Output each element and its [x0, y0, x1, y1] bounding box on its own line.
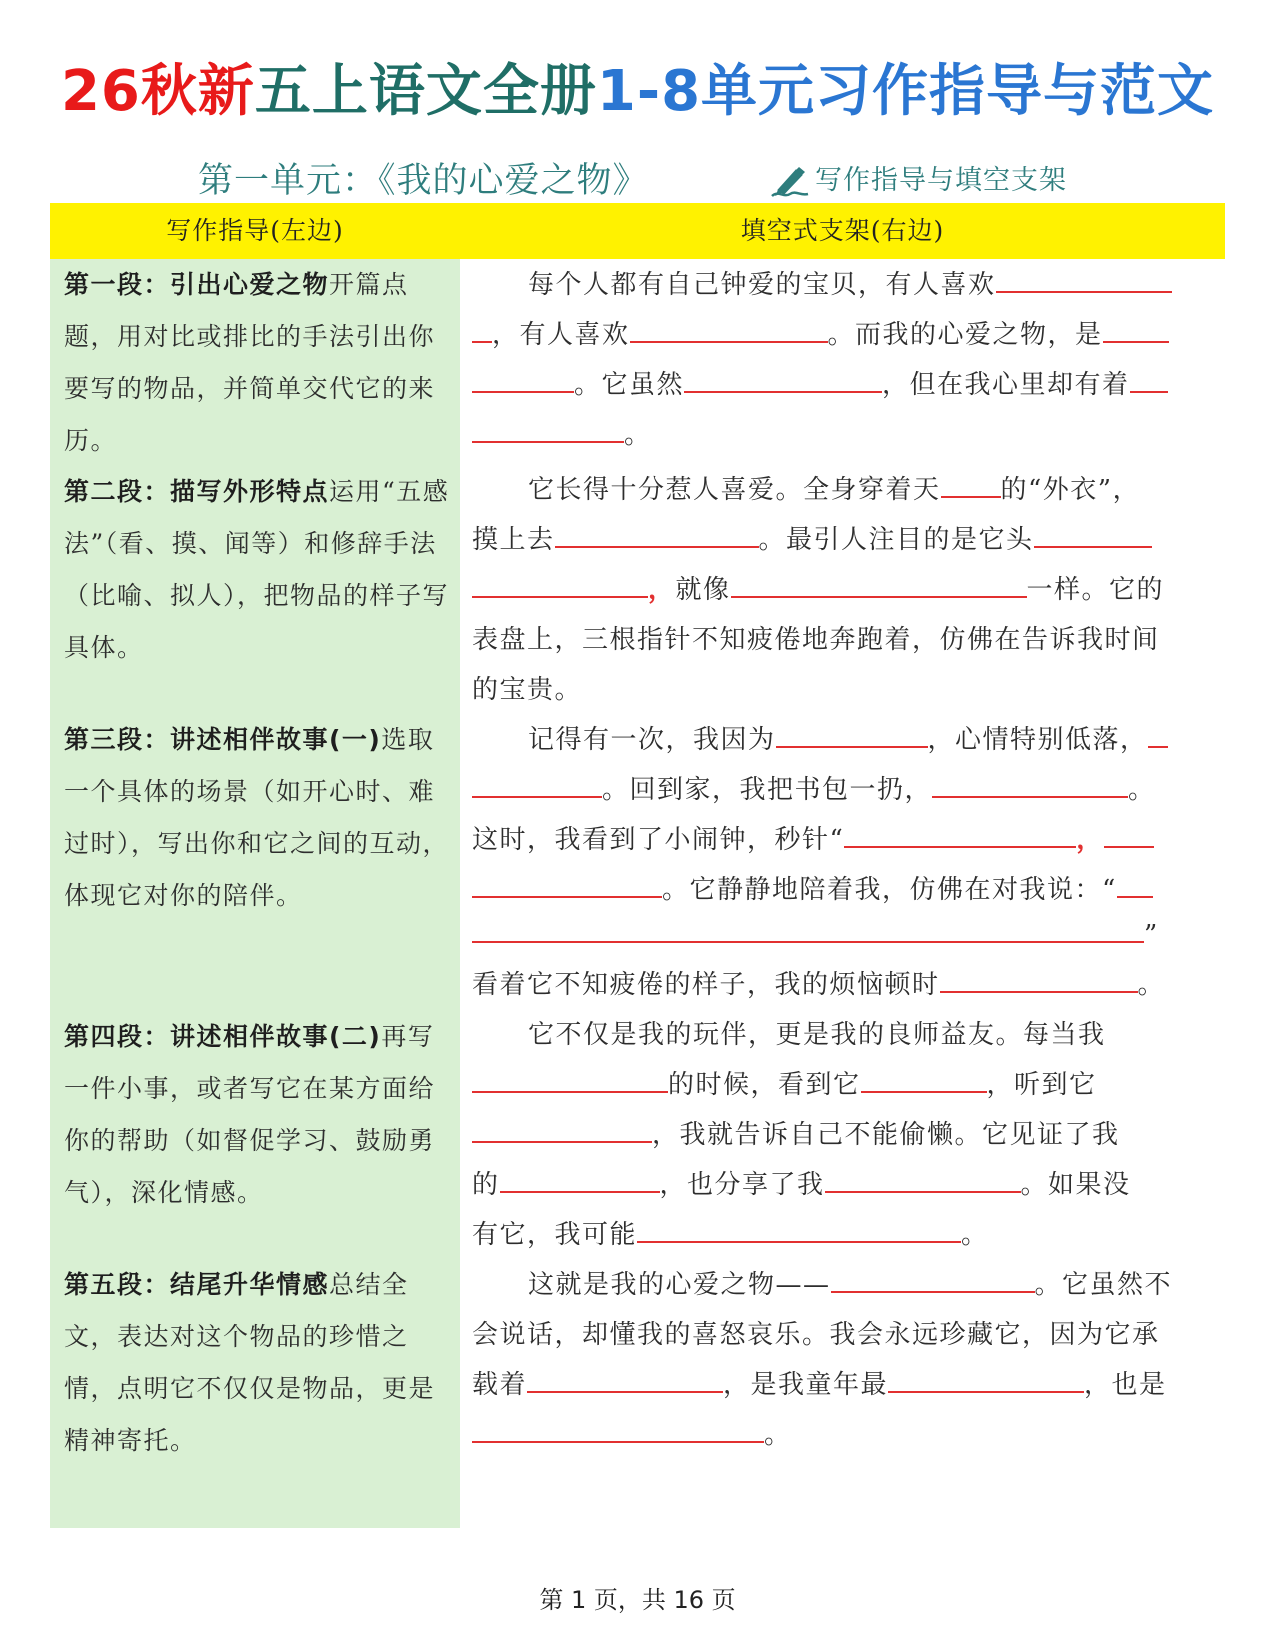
fill-blank[interactable] — [637, 1211, 961, 1243]
left-column-header: 写作指导(左边) — [166, 216, 344, 245]
fill-blank[interactable] — [731, 566, 1027, 598]
scaffold-line — [472, 959, 1165, 1011]
fill-blank[interactable] — [630, 311, 828, 343]
fill-blank[interactable] — [472, 1061, 668, 1093]
scaffold-text: 的时候，看到它 — [668, 1070, 861, 1100]
guide-paragraph-1 — [64, 259, 452, 467]
scaffold-text: 这时，我看到了小闹钟，秒针“ — [472, 825, 845, 855]
scaffold-text: 它长得十分惹人喜爱。全身穿着天 — [528, 475, 941, 505]
scaffold-line — [472, 909, 1159, 961]
pen-writing-icon — [770, 164, 810, 198]
scaffold-line — [528, 464, 1140, 516]
fill-blank[interactable] — [932, 766, 1128, 798]
scaffold-text: 看着它不知疲倦的样子，我的烦恼顿时 — [472, 970, 940, 1000]
scaffold-line — [472, 614, 1160, 666]
scaffold-text: 。它虽然 — [574, 370, 685, 400]
scaffold-text: 。最引人注目的是它头 — [758, 525, 1034, 555]
scaffold-text: ，心情特别低落， — [927, 725, 1148, 755]
guide-paragraph-2 — [64, 466, 452, 674]
scaffold-text: 摸上去 — [472, 525, 555, 555]
unit-subtitle — [0, 156, 1275, 206]
fill-blank[interactable] — [472, 866, 662, 898]
scaffold-text: ，但在我心里却有着 — [882, 370, 1130, 400]
scaffold-text: 的 — [472, 1170, 500, 1200]
fill-blank[interactable] — [940, 961, 1138, 993]
scaffold-text: 有它，我可能 — [472, 1220, 638, 1250]
scaffold-text: 。 — [1128, 775, 1156, 805]
fill-blank[interactable] — [472, 1111, 652, 1143]
guide-paragraph-head: 第一段：引出心爱之物 — [64, 270, 330, 299]
scaffold-text: ，也是 — [1084, 1370, 1167, 1400]
scaffold-text: 表盘上，三根指针不知疲倦地奔跑着，仿佛在告诉我时间 — [472, 625, 1160, 655]
scaffold-text: 会说话，却懂我的喜怒哀乐。我会永远珍藏它，因为它承 — [472, 1320, 1160, 1350]
scaffold-text: ” — [1144, 920, 1159, 950]
scaffold-text: ，也分享了我 — [659, 1170, 825, 1200]
fill-blank[interactable] — [1103, 311, 1169, 343]
guide-paragraph-head: 第二段：描写外形特点 — [64, 477, 330, 506]
scaffold-text: 记得有一次，我因为 — [528, 725, 776, 755]
scaffold-line — [472, 1209, 989, 1261]
scaffold-line — [472, 1309, 1160, 1361]
scaffold-line — [472, 1059, 1097, 1111]
fill-blank[interactable] — [684, 361, 882, 393]
guide-paragraph-body: 总结全文，表达对这个物品的珍惜之情，点明它不仅仅是物品，更是精神寄托。 — [64, 1270, 436, 1455]
scaffold-text: ，我就告诉自己不能偷懒。它见证了我 — [652, 1120, 1120, 1150]
scaffold-text: 。 — [961, 1220, 989, 1250]
guide-subtitle: 写作指导与填空支架 — [815, 165, 1067, 196]
guide-paragraph-head: 第五段：结尾升华情感 — [64, 1270, 330, 1299]
guide-paragraph-body: 开篇点题，用对比或排比的手法引出你要写的物品，并简单交代它的来历。 — [64, 270, 436, 455]
fill-blank[interactable] — [472, 1411, 764, 1443]
scaffold-text: 。它虽然不 — [1034, 1270, 1173, 1300]
table-header — [50, 203, 1225, 259]
guide-paragraph-body: 再写一件小事，或者写它在某方面给你的帮助（如督促学习、鼓励勇气），深化情感。 — [64, 1022, 436, 1207]
red-comma: ， — [1076, 825, 1104, 855]
scaffold-text: 。 — [1137, 970, 1166, 1000]
scaffold-text: ，是我童年最 — [723, 1370, 889, 1400]
guide-column — [50, 259, 460, 1528]
scaffold-line — [472, 814, 1154, 866]
guide-paragraph-3 — [64, 714, 452, 922]
scaffold-line — [472, 409, 652, 461]
fill-blank[interactable] — [996, 261, 1172, 293]
scaffold-line — [472, 1359, 1167, 1411]
fill-blank[interactable] — [1034, 516, 1152, 548]
fill-blank[interactable] — [472, 911, 1144, 943]
scaffold-text: 。回到家，我把书包一扔， — [602, 775, 933, 805]
fill-blank[interactable] — [825, 1161, 1021, 1193]
fill-blank[interactable] — [472, 311, 492, 343]
fill-blank[interactable] — [500, 1161, 660, 1193]
fill-blank[interactable] — [527, 1361, 723, 1393]
scaffold-line — [472, 1109, 1120, 1161]
scaffold-line — [472, 309, 1169, 361]
scaffold-text: 载着 — [472, 1370, 528, 1400]
fill-blank[interactable] — [472, 766, 602, 798]
fill-blank[interactable] — [472, 361, 574, 393]
fill-blank[interactable] — [776, 716, 928, 748]
writing-guide-table — [50, 203, 1225, 1528]
scaffold-text: 。如果没 — [1020, 1170, 1131, 1200]
scaffold-text: ，听到它 — [986, 1070, 1097, 1100]
scaffold-line — [472, 1159, 1131, 1211]
scaffold-text: 。 — [624, 420, 652, 450]
fill-blank[interactable] — [1117, 866, 1153, 898]
title-part-1: 26秋新 — [60, 59, 255, 124]
fill-blank[interactable] — [472, 411, 624, 443]
red-comma: ， — [648, 575, 676, 605]
scaffold-line — [528, 259, 1172, 311]
scaffold-text: 这就是我的心爱之物—— — [528, 1270, 831, 1300]
right-column-header: 填空式支架(右边) — [740, 216, 945, 245]
guide-paragraph-body: 选取一个具体的场景（如开心时、难过时），写出你和它之间的互动，体现它对你的陪伴。 — [64, 725, 450, 910]
guide-paragraph-5 — [64, 1259, 452, 1467]
scaffold-line — [528, 1259, 1172, 1311]
scaffold-line — [472, 514, 1152, 566]
scaffold-text: 。而我的心爱之物，是 — [827, 320, 1103, 350]
fill-blank[interactable] — [1148, 716, 1168, 748]
scaffold-text: 。 — [764, 1420, 792, 1450]
page-footer: 第 1 页，共 16 页 — [539, 1586, 736, 1614]
fill-blank[interactable] — [888, 1361, 1084, 1393]
scaffold-text: ，有人喜欢 — [492, 320, 630, 350]
guide-paragraph-body: 运用“五感法”（看、摸、闻等）和修辞手法（比喻、拟人），把物品的样子写具体。 — [64, 477, 450, 662]
fill-blank[interactable] — [831, 1261, 1035, 1293]
scaffold-text: 它不仅是我的玩伴，更是我的良师益友。每当我 — [528, 1020, 1106, 1050]
fill-blank[interactable] — [472, 566, 648, 598]
scaffold-text: 就像 — [675, 575, 731, 605]
page-title — [0, 52, 1275, 132]
scaffold-text: 的“外衣”， — [1000, 475, 1141, 505]
title-part-3: 1-8单元习作指导与范文 — [596, 59, 1215, 124]
fill-blank[interactable] — [941, 466, 1001, 498]
scaffold-line — [528, 1009, 1106, 1061]
guide-paragraph-4 — [64, 1011, 452, 1219]
fill-blank[interactable] — [555, 516, 759, 548]
fill-blank[interactable] — [1130, 361, 1168, 393]
scaffold-column — [472, 259, 1227, 1528]
scaffold-text: 。它静静地陪着我，仿佛在对我说：“ — [662, 875, 1117, 905]
scaffold-line — [472, 564, 1164, 616]
scaffold-line — [472, 664, 582, 716]
guide-paragraph-head: 第三段：讲述相伴故事(一) — [64, 725, 382, 754]
scaffold-line — [528, 714, 1168, 766]
scaffold-text: 一样。它的 — [1026, 575, 1165, 605]
scaffold-line — [472, 359, 1168, 411]
scaffold-text: 每个人都有自己钟爱的宝贝，有人喜欢 — [528, 270, 996, 300]
fill-blank[interactable] — [1104, 816, 1154, 848]
scaffold-line — [472, 764, 1156, 816]
title-part-2: 五上语文全册 — [254, 59, 597, 124]
fill-blank[interactable] — [844, 816, 1076, 848]
scaffold-line — [472, 1409, 792, 1461]
fill-blank[interactable] — [861, 1061, 987, 1093]
unit-title: 第一单元：《我的心爱之物》 — [198, 161, 649, 201]
guide-paragraph-head: 第四段：讲述相伴故事(二) — [64, 1022, 382, 1051]
scaffold-text: 的宝贵。 — [472, 675, 583, 705]
